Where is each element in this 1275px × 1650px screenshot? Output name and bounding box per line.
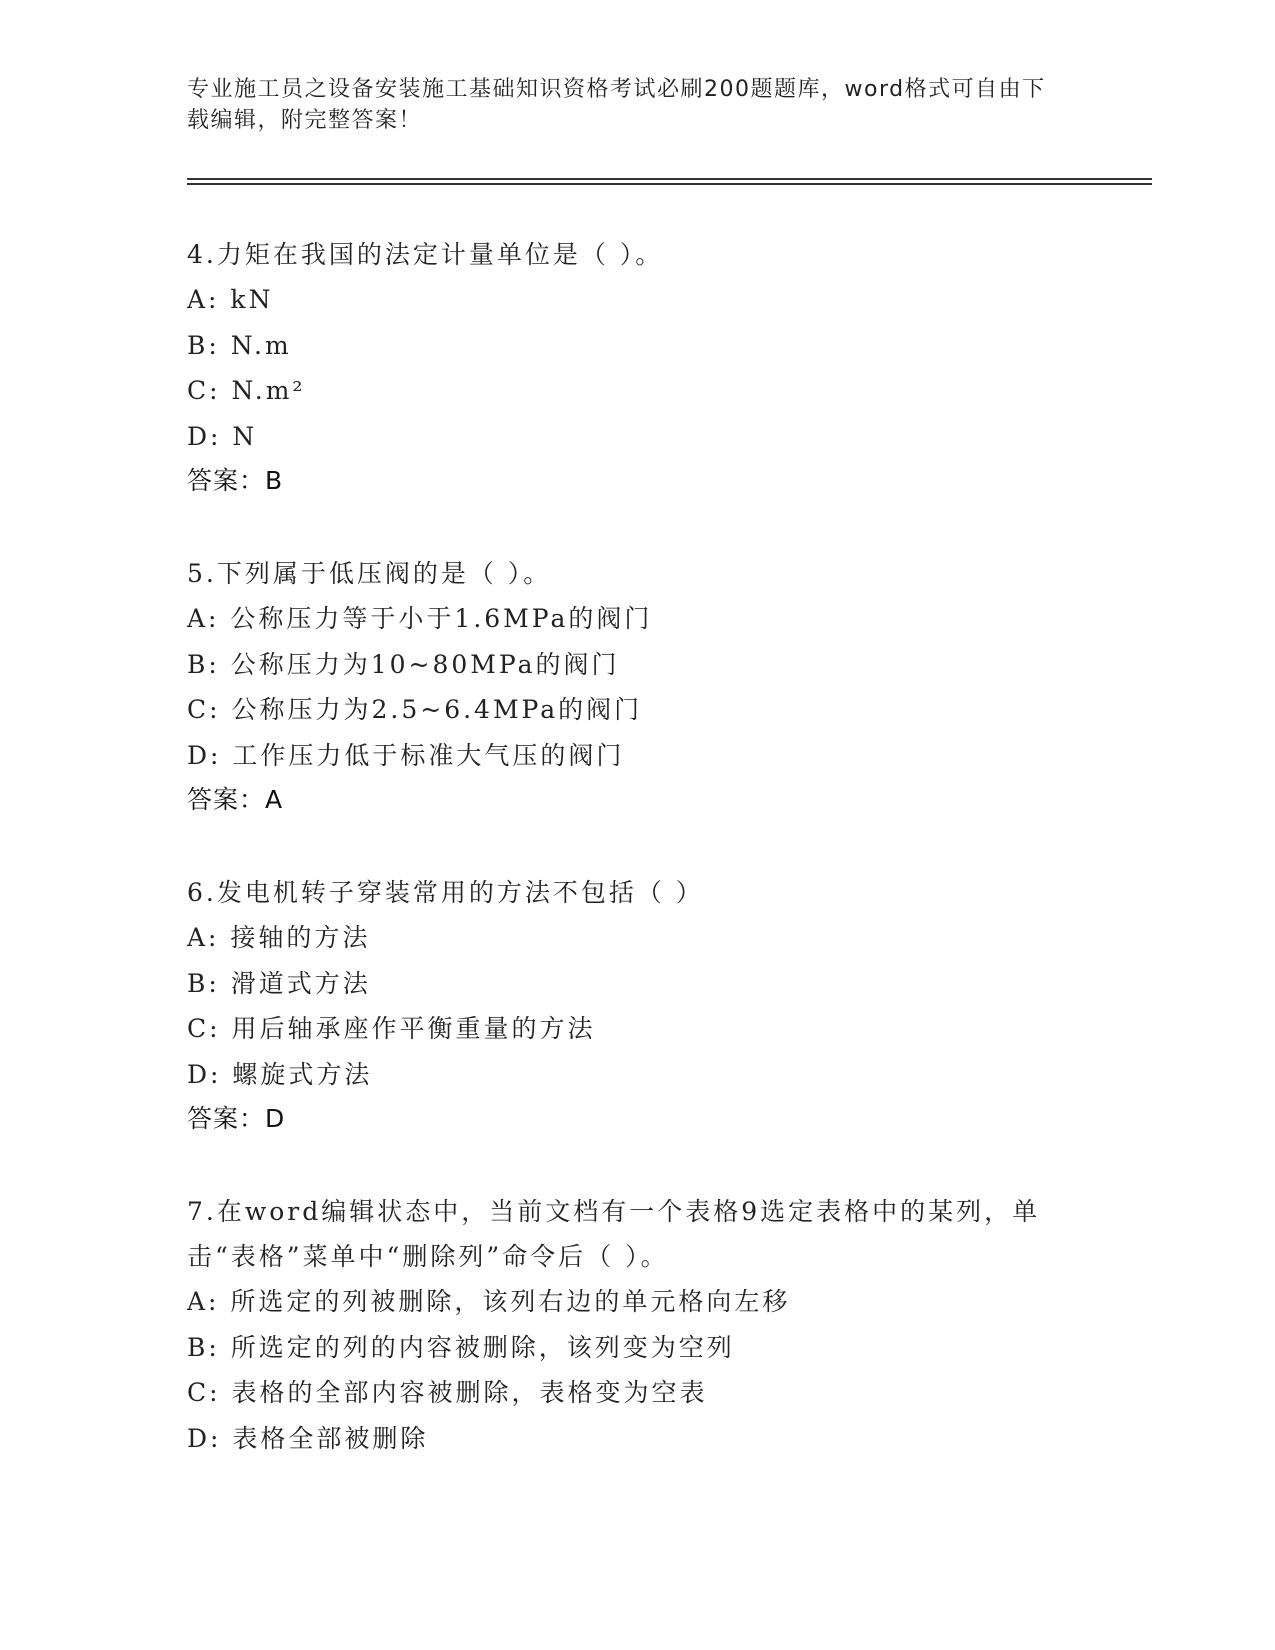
option-b: B: N.m xyxy=(187,330,292,360)
question-stem: 5.下列属于低压阀的是（ ）。 xyxy=(187,559,552,588)
option-d: D: 螺旋式方法 xyxy=(187,1059,373,1089)
question-block xyxy=(187,232,1087,503)
answer-label: 答案：D xyxy=(187,1104,286,1133)
answer-label: 答案：A xyxy=(187,785,284,814)
option-a: A: 所选定的列被删除，该列右边的单元格向左移 xyxy=(187,1287,791,1316)
option-a: A: 公称压力等于小于1.6MPa的阀门 xyxy=(187,604,653,633)
answer-label: 答案：B xyxy=(187,466,284,495)
option-c: C: 公称压力为2.5~6.4MPa的阀门 xyxy=(187,695,643,724)
header-rule-bottom xyxy=(187,183,1152,185)
question-block xyxy=(187,870,1087,1141)
question-block xyxy=(187,1189,1087,1461)
question-block xyxy=(187,551,1087,822)
option-b: B: 公称压力为10~80MPa的阀门 xyxy=(187,649,620,679)
option-b: B: 所选定的列的内容被删除，该列变为空列 xyxy=(187,1332,735,1362)
question-stem: 7.在word编辑状态中，当前文档有一个表格9选定表格中的某列，单击“表格”菜单中“删除列”命令后（ ）。 xyxy=(187,1197,1041,1271)
option-c: C: N.m² xyxy=(187,376,306,405)
option-a: A: 接轴的方法 xyxy=(187,923,371,952)
option-d: D: 工作压力低于标准大气压的阀门 xyxy=(187,740,625,770)
document-header-title: 专业施工员之设备安装施工基础知识资格考试必刷200题题库，word格式可自由下载编辑，附完整答案！ xyxy=(187,77,1046,133)
question-stem: 6.发电机转子穿装常用的方法不包括（ ） xyxy=(187,878,704,907)
option-d: D: N xyxy=(187,421,258,451)
option-a: A: kN xyxy=(187,285,274,314)
question-stem: 4.力矩在我国的法定计量单位是（ ）。 xyxy=(187,240,664,269)
option-d: D: 表格全部被删除 xyxy=(187,1423,429,1453)
option-c: C: 用后轴承座作平衡重量的方法 xyxy=(187,1014,596,1043)
header-rule-top xyxy=(187,178,1152,180)
option-b: B: 滑道式方法 xyxy=(187,968,371,998)
option-c: C: 表格的全部内容被删除，表格变为空表 xyxy=(187,1378,708,1407)
